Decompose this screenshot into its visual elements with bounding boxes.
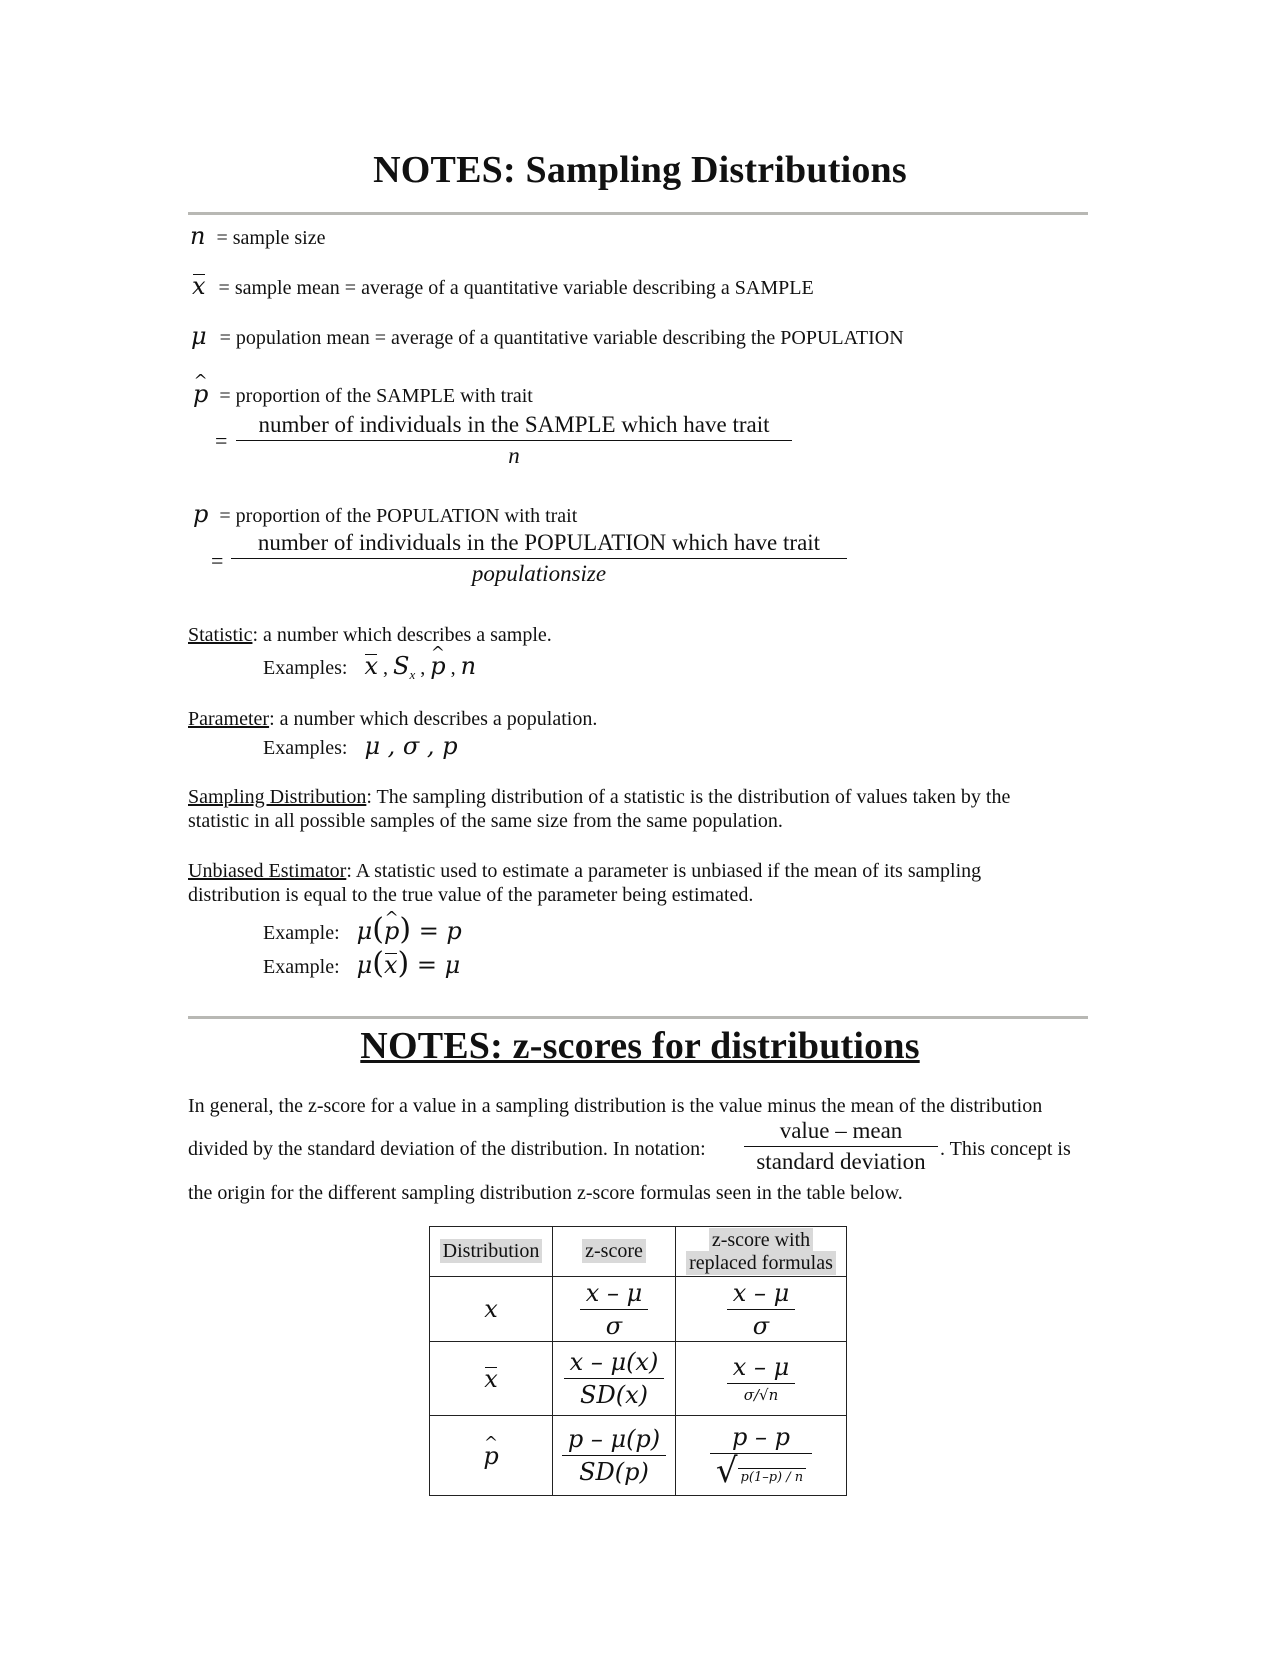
page-title: NOTES: Sampling Distributions [373, 149, 907, 191]
zscore-intro-line3: the origin for the different sampling distribution z-score formulas seen in the table below. [188, 1182, 903, 1204]
cell-replaced-phat: p – p √ p(1–p) / n [676, 1416, 847, 1496]
header-zscore: z-score [553, 1227, 676, 1277]
def-n: n = sample size [190, 222, 326, 250]
unbiased-estimator-definition: Unbiased Estimator: A statistic used to estimate a parameter is unbiased if the mean of its sampling [188, 860, 982, 882]
def-mu: μ = population mean = average of a quantitative variable describing the POPULATION [191, 322, 904, 350]
unbiased-estimator-term: Unbiased Estimator [188, 860, 347, 882]
parameter-definition: Parameter: a number which describes a population. [188, 708, 598, 730]
def-phat: ^ p = proportion of the SAMPLE with trait [193, 380, 533, 408]
cell-zscore-phat: $\frac{p - \mu(p)}{SD(p)}$ [553, 1416, 676, 1496]
section-title-zscores: NOTES: z-scores for distributions [360, 1025, 920, 1067]
cell-dist-phat: ^ p [430, 1416, 553, 1496]
parameter-term: Parameter [188, 708, 270, 730]
def-p: p = proportion of the POPULATION with trait [193, 500, 578, 528]
cell-zscore-x: $\frac{x - \mu}{\sigma}$ [553, 1277, 676, 1342]
sampling-distribution-line2: statistic in all possible samples of the same size from the same population. [188, 810, 783, 832]
cell-replaced-x: $\frac{x - \mu}{\sigma}$ [676, 1277, 847, 1342]
zscore-intro-line1: In general, the z-score for a value in a sampling distribution is the value minus the mean of the distribution [188, 1095, 1043, 1117]
header-distribution: Distribution [430, 1227, 553, 1277]
zscore-table [429, 1226, 847, 1496]
sampling-distribution-definition: Sampling Distribution: The sampling distribution of a statistic is the distribution of values taken by the [188, 786, 1011, 808]
p-fraction: number of individuals in the POPULATION which have trait populationsize [231, 530, 847, 587]
table-row [430, 1342, 847, 1416]
zscore-intro-line2-end: . This concept is [940, 1138, 1071, 1160]
def-xbar: x = sample mean = average of a quantitative variable describing a SAMPLE [192, 272, 814, 300]
unbiased-example-2: Example: μ(x) = μ [263, 946, 461, 981]
statistic-term: Statistic [188, 624, 253, 646]
table-header-row [430, 1227, 847, 1277]
table-row [430, 1277, 847, 1342]
phat-equals: = [215, 428, 228, 453]
cell-zscore-xbar: $\frac{x - \mu(x)}{SD(x)}$ [553, 1342, 676, 1416]
sampling-distribution-term: Sampling Distribution [188, 786, 367, 808]
title-divider [188, 212, 1088, 215]
parameter-examples: Examples: μ , σ , p [263, 732, 458, 760]
cell-replaced-xbar: x – μ σ/√n [676, 1342, 847, 1416]
header-zscore-replaced: z-score with replaced formulas [676, 1227, 847, 1277]
zscore-intro-line2: divided by the standard deviation of the distribution. In notation: [188, 1138, 706, 1160]
phat-fraction: number of individuals in the SAMPLE which have trait n [236, 412, 792, 469]
cell-dist-x: x [430, 1277, 553, 1342]
unbiased-example-1: Example: μ(^ p) = p [263, 912, 462, 947]
cell-dist-xbar: x [430, 1342, 553, 1416]
section-divider [188, 1016, 1088, 1019]
zscore-notation-fraction: value – mean standard deviation [744, 1118, 938, 1175]
p-equals: = [211, 548, 224, 573]
statistic-examples: Examples: x , $S_x$ , ^ p , n [263, 652, 476, 683]
table-row [430, 1416, 847, 1496]
statistic-definition: Statistic: a number which describes a sample. [188, 624, 552, 646]
unbiased-estimator-line2: distribution is equal to the true value of the parameter being estimated. [188, 884, 754, 906]
square-root-icon: √ [715, 1451, 738, 1491]
